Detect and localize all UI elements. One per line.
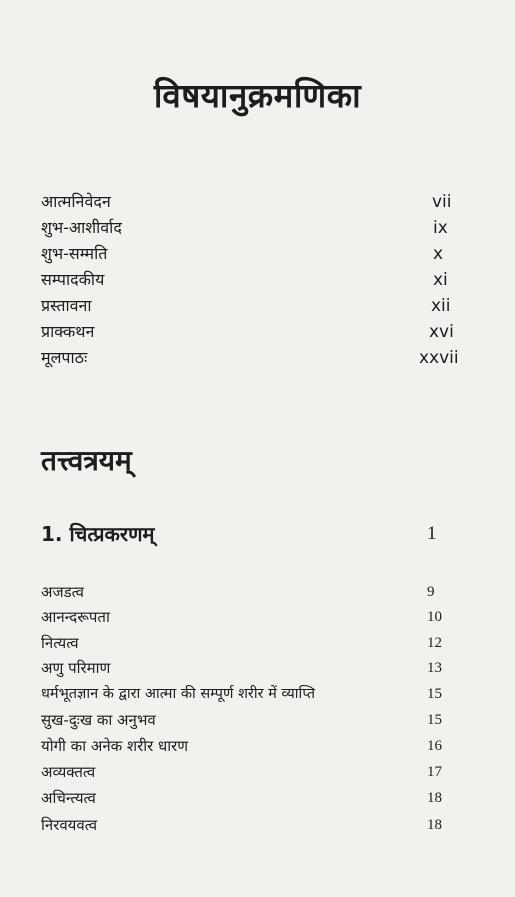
toc-entry bbox=[41, 580, 461, 604]
toc-entry bbox=[41, 216, 461, 240]
toc-entry-label: सुख-दुःख का अनुभव bbox=[41, 711, 156, 729]
toc-entry bbox=[41, 631, 461, 655]
toc-entry-label: आनन्दरूपता bbox=[41, 608, 110, 626]
toc-entry-label: प्रस्तावना bbox=[41, 296, 92, 315]
toc-entry-page: 16 bbox=[427, 738, 442, 754]
toc-entry-page: 18 bbox=[427, 817, 442, 833]
toc-entry-page: x bbox=[433, 244, 444, 264]
toc-entry bbox=[41, 190, 461, 214]
toc-entry-page: xxvii bbox=[419, 348, 459, 368]
toc-entry-page: vii bbox=[432, 192, 452, 212]
page-title: विषयानुक्रमणिका bbox=[153, 76, 362, 115]
toc-entry-label: सम्पादकीय bbox=[41, 270, 105, 289]
toc-entry-label: अजडत्व bbox=[41, 583, 84, 601]
toc-entry-page: 15 bbox=[427, 712, 442, 728]
toc-entry-page: ix bbox=[433, 218, 448, 238]
toc-entry-label: धर्मभूतज्ञान के द्वारा आत्मा की सम्पूर्ण शरीर में व्याप्ति bbox=[41, 686, 316, 702]
toc-entry-page: xi bbox=[433, 270, 448, 290]
toc-entry bbox=[41, 813, 461, 837]
toc-entry-page: xvi bbox=[429, 322, 454, 342]
toc-entry bbox=[41, 605, 461, 629]
toc-entry bbox=[41, 320, 461, 344]
toc-entry-label: अचिन्त्यत्व bbox=[41, 789, 96, 807]
toc-entry-page: xii bbox=[431, 296, 451, 316]
chapter-page: 1 bbox=[427, 523, 437, 544]
toc-entry-page: 17 bbox=[427, 764, 442, 780]
toc-entry-label: आत्मनिवेदन bbox=[41, 192, 111, 211]
chapter-label: 1. चित्प्रकरणम् bbox=[41, 522, 155, 546]
toc-entry-page: 12 bbox=[427, 635, 442, 651]
toc-entry-label: अव्यक्तत्व bbox=[41, 763, 96, 781]
toc-entry-label: प्राक्कथन bbox=[41, 322, 95, 341]
toc-entry bbox=[41, 242, 461, 266]
toc-entry-page: 13 bbox=[427, 660, 442, 676]
toc-entry-label: योगी का अनेक शरीर धारण bbox=[41, 737, 189, 755]
toc-entry-page: 15 bbox=[427, 686, 442, 702]
toc-entry-label: निरवयवत्व bbox=[41, 816, 98, 834]
toc-entry bbox=[41, 760, 461, 784]
toc-entry-page: 9 bbox=[427, 584, 435, 600]
toc-entry bbox=[41, 346, 461, 370]
section-heading: तत्त्वत्रयम् bbox=[41, 444, 132, 477]
toc-entry bbox=[41, 734, 461, 758]
toc-entry bbox=[41, 786, 461, 810]
toc-entry-page: 10 bbox=[427, 609, 442, 625]
toc-entry bbox=[41, 656, 461, 680]
toc-entry-label: नित्यत्व bbox=[41, 634, 79, 652]
toc-entry-label: शुभ-सम्मति bbox=[41, 244, 108, 263]
toc-entry bbox=[41, 268, 461, 292]
toc-entry-label: शुभ-आशीर्वाद bbox=[41, 218, 122, 237]
toc-entry bbox=[41, 294, 461, 318]
chapter-entry bbox=[41, 518, 461, 550]
toc-entry bbox=[41, 682, 461, 706]
toc-entry-page: 18 bbox=[427, 790, 442, 806]
toc-entry bbox=[41, 708, 461, 732]
toc-entry-label: मूलपाठः bbox=[41, 348, 88, 367]
toc-entry-label: अणु परिमाण bbox=[41, 659, 111, 677]
